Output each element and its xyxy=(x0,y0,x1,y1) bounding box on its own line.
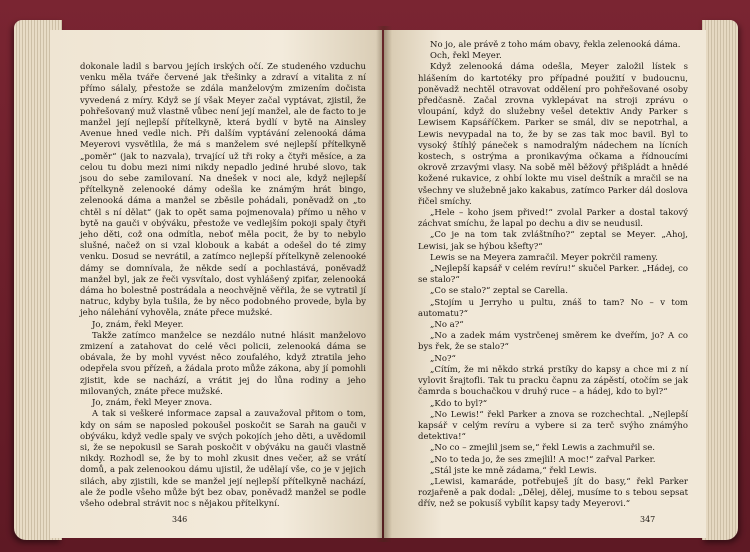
paragraph: „No a?“ xyxy=(430,320,464,331)
left-page-text xyxy=(80,62,366,510)
paragraph: „Co je na tom tak zvláštního?“ zeptal se Meyer. „Ahoj, Lewisi, jak se hýbou kšefty?“ xyxy=(418,230,688,252)
page-number-right: 347 xyxy=(640,515,656,524)
paragraph: „No co – zmejlil jsem se,“ řekl Lewis a zachmuřil se. xyxy=(430,443,655,454)
paragraph: „Nejlepší kapsář v celém revíru!“ skučel Parker. „Hádej, co se stalo?“ xyxy=(418,264,688,286)
right-page xyxy=(384,30,706,538)
paragraph: „No to teda jo, že ses zmejlil! A moc!“ zařval Parker. xyxy=(430,454,656,465)
right-page-edges xyxy=(702,20,738,540)
paragraph: Och, řekl Meyer. xyxy=(430,51,502,62)
paragraph: „Lewisi, kamaráde, potřebuješ jít do basy,“ řekl Parker rozjařeně a pak dodal: „Dělej, dělej, musíme to s tebou sepsat dřív, než se pokusíš vybílit kapsy tady Meyerovi.“ xyxy=(418,476,688,510)
paragraph: „Stojím u Jerryho u pultu, znáš to tam? No – v tom automatu?“ xyxy=(418,297,688,319)
paragraph: Jo, znám, řekl Meyer znova. xyxy=(92,398,213,409)
paragraph: „No?“ xyxy=(430,353,456,364)
paragraph: „Cítím, že mi někdo strká prstíky do kapsy a chce mi z ní vylovit šrajtofli. Tak tu pracku čapnu za zápěstí, otočím se jak čamrda s bouchačkou v druhý ruce – a hádej, kdo to byl?“ xyxy=(418,364,688,398)
paragraph: Jo, znám, řekl Meyer. xyxy=(92,319,184,330)
book-gutter xyxy=(376,26,392,542)
paragraph: No jo, ale právě z toho mám obavy, řekla zelenooká dáma. xyxy=(430,40,681,50)
paragraph: Když zelenooká dáma odešla, Meyer založil lístek s hlášením do kartotéky pro případné použití v budoucnu, poněvadž nechtěl otravovat oddělení pro pohřešované osoby předčasně. Začal zrovna vyklepávat na stroji zprávu o vloupání, když do služebny vešel detektiv Andy Parker s Lewisem Kapsáříčkem. Parker se smál, div se nepotrhal, a Lewis nevypadal na to, že by se zas tak moc bavil. Byl to vysoký štíhlý páneček s namodralým nádechem na lícních kostech, s ostrýma a pronikavýma očkama a řídnoucími okrově zrzavými vlasy. Na sobě měl běžový přišpládt a hnědé kožené rukavice, z ohbí lokte mu visel deštník a mračil se na všechny ve služebně jako kakabus, zatímco Parker dál doslova řičel smíchy. xyxy=(418,62,688,207)
paragraph: Lewis se na Meyera zamračil. Meyer pokrčil rameny. xyxy=(430,252,658,263)
paragraph: „Kdo to byl?“ xyxy=(430,398,488,409)
left-page xyxy=(50,30,382,538)
paragraph: Takže zatímco manželce se nezdálo nutné hlásit manželovo zmizení a zatahovat do celé věci policii, zelenooká dáma se obávala, že by mohl vyvést něco zoufalého, když ztratila jeho odepřela svou přízeň, a žádala proto může zákona, aby jí pomohli zjistit, kde se nachází, a vrátit jej do lůna rodiny a jeho milovaných, znáte přece mužské. xyxy=(80,330,366,397)
page-number-left: 346 xyxy=(172,515,188,524)
open-book xyxy=(14,10,738,544)
paragraph: A tak si veškeré informace zapsal a zauvažoval přitom o tom, kdy on sám se naposled pokoušel poskočit se Sarah na gauči v obýváku, když vedle spaly ve svých pokojích jeho děti, a uvědomil si, že se nepokusil se Sarah poskočit v obýváku na gauči vlastně nikdy. Rozhodl se, že by to mohl zkusit dnes večer, až se vrátí domů, a pak zelenookou dámu ujistil, že udělají vše, co je v jejich silách, aby zjistili, kde se manžel její nejlepší přítelkyně nachází, ale že podle všeho může být bez obav, poněvadž manžel se podle všeho odebral strávit noc s nějakou přítelkyní. xyxy=(80,409,366,509)
right-page-text xyxy=(418,40,688,511)
paragraph: „Hele – koho jsem přived!“ zvolal Parker a dostal takový záchvat smíchu, že lapal po dechu a div se neudusil. xyxy=(418,208,688,230)
paragraph: „No a zadek mám vystrčenej směrem ke dveřím, jo? A co bys řek, že se stalo?“ xyxy=(418,331,688,353)
paragraph: „Stál jste ke mně zádama,“ řekl Lewis. xyxy=(430,465,597,476)
paragraph: „No Lewis!“ řekl Parker a znova se rozchechtal. „Nejlepší kapsář v celým revíru a vybere si za terč svýho známýho detektiva!“ xyxy=(418,409,688,443)
paragraph: „Co se stalo?“ zeptal se Carella. xyxy=(430,286,568,297)
paragraph: dokonale ladil s barvou jejích irských očí. Ze studeného vzduchu venku měla tváře červené jak třešinky a zdraví a vitalita z ní přímo sálaly, přestože se zdála manželovým zmizením dočista vyvedená z míry. Když se jí však Meyer začal vyptávat, zjistil, že pohřešovaný muž vlastně vůbec není její manžel, ale de facto to je manžel její nejlepší přítelkyně, která bydlí v bytě na Ainsley Avenue hned vedle nich. Při dalším vyptávání zelenooká dáma Meyerovi vysvětlila, že má s manželem své nejlepší přítelkyně „poměr“ (jak to nazvala), trvající už tři roky a čtyři měsíce, a za celou tu dobu mezi nimi nikdy nepadlo jediné hrubé slovo, tak jsou do sebe zamilovaní. Na dnešek v noci ale, když nejlepší přítelkyně zelenooké dámy odešla ke známým hrát bingo, zelenooká dáma a manžel se zběsile pohádali, poněvadž on „to chtěl s ní dělat“ (jak to opět sama pojmenovala) přímo u něho v bytě na gauči v obýváku, přestože ve vedlejším pokoji spaly čtyři jeho děti, což ona odmítla, neboť měla pocit, že by to nebylo slušné, načež on si vzal klobouk a kabát a odešel do té zimy venku. Dosud se nevrátil, a zatímco nejlepší přítelkyně zelenooké dámy se domnívala, že někde sedí a pochlastává, poněvadž manžel byl, jak ze řeči vysvítalo, dost vyhlášený zpiťar, zelenooká dáma ho bolestně postrádala a neochvějně věřila, že se vytratil jí natruc, kdyby byla tušila, že by něco podobného provede, byla by jeho nálehání vyhověla, znáte přece mužské. xyxy=(80,62,366,319)
